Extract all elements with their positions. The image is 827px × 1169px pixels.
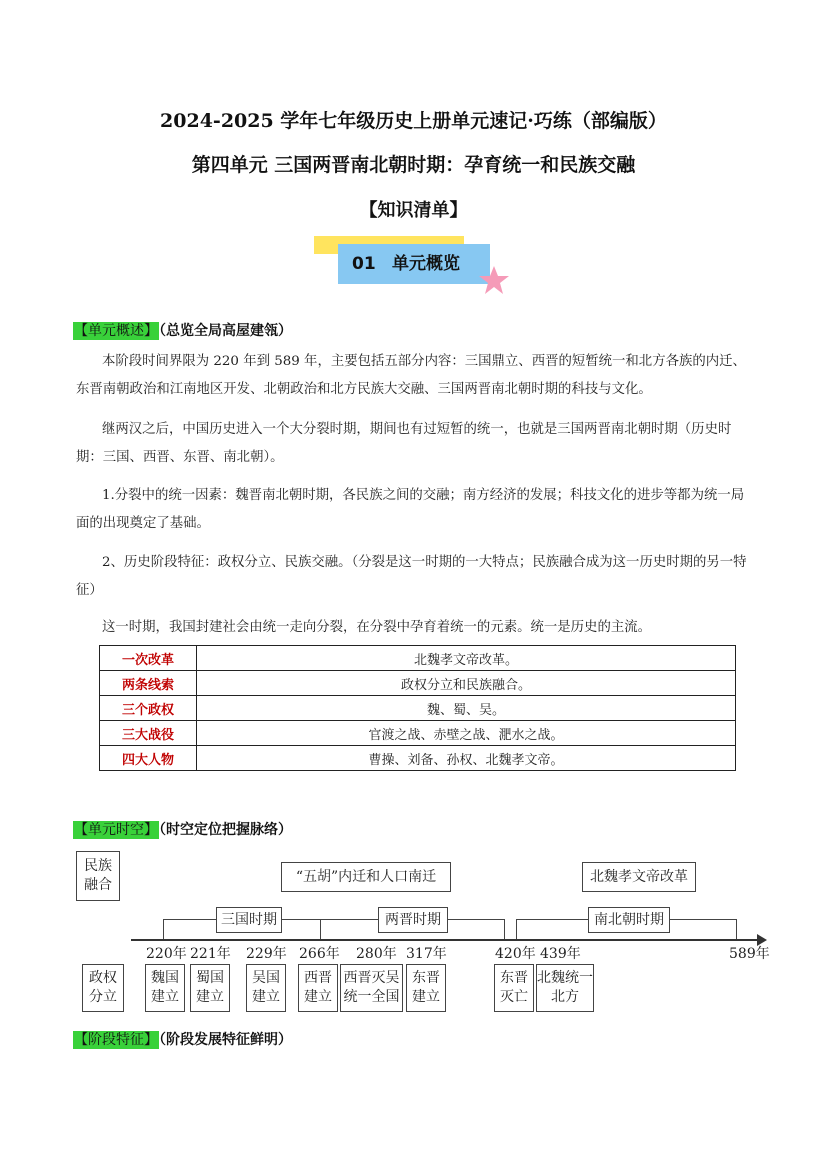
nanbei-bracket-left xyxy=(516,919,517,939)
timeline-axis xyxy=(131,939,759,941)
table-row xyxy=(100,671,736,696)
year-label: 439年 xyxy=(540,946,581,962)
sanguo-bracket-right xyxy=(320,919,321,939)
overview-p2-text: 继两汉之后，中国历史进入一个大分裂时期，期间也有过短暂的统一，也就是三国两晋南北朝时期（历史时期：三国、西晋、东晋、南北朝）。 xyxy=(76,422,732,465)
table-key: 四大人物 xyxy=(100,746,197,771)
overview-p4-text: 2、历史阶段特征：政权分立、民族交融。（分裂是这一时期的一大特点；民族融合成为这一历史时期的另一特征） xyxy=(76,555,747,598)
year-label: 420年 xyxy=(495,946,536,962)
overview-paragraph-1 xyxy=(76,348,756,404)
event-box: 西晋 建立 xyxy=(298,964,338,1012)
migration-box: “五胡”内迁和人口南迁 xyxy=(281,862,451,892)
knowledge-table xyxy=(99,645,736,771)
year-label: 229年 xyxy=(246,946,287,962)
event-box: 蜀国 建立 xyxy=(190,964,230,1012)
overview-paragraph-2 xyxy=(76,416,756,472)
table-value: 北魏孝文帝改革。 xyxy=(197,646,736,671)
overview-p5-text: 这一时期，我国封建社会由统一走向分裂，在分裂中孕育着统一的元素。统一是历史的主流。 xyxy=(102,620,652,635)
event-box: 北魏统一 北方 xyxy=(536,964,594,1012)
event-box: 东晋 建立 xyxy=(406,964,446,1012)
year-label: 266年 xyxy=(299,946,340,962)
event-box: 西晋灭吴 统一全国 xyxy=(340,964,403,1012)
overview-p3-text: 1.分裂中的统一因素：魏晋南北朝时期，各民族之间的交融；南方经济的发展；科技文化的进步等都为统一局面的出现奠定了基础。 xyxy=(76,488,745,531)
year-label: 589年 xyxy=(729,946,770,962)
unit-overview-banner xyxy=(338,244,490,284)
overview-tag: 【单元概述】 xyxy=(74,323,158,339)
star-icon xyxy=(478,264,510,296)
spacetime-section-header xyxy=(73,819,292,839)
year-label: 317年 xyxy=(406,946,447,962)
banner-label: 单元概览 xyxy=(392,254,460,274)
table-key: 一次改革 xyxy=(100,646,197,671)
event-box: 魏国 建立 xyxy=(145,964,185,1012)
table-value: 官渡之战、赤壁之战、淝水之战。 xyxy=(197,721,736,746)
table-value: 魏、蜀、吴。 xyxy=(197,696,736,721)
event-box: 东晋 灭亡 xyxy=(494,964,534,1012)
table-row xyxy=(100,746,736,771)
table-value: 曹操、刘备、孙权、北魏孝文帝。 xyxy=(197,746,736,771)
year-label: 220年 xyxy=(146,946,187,962)
reform-box: 北魏孝文帝改革 xyxy=(582,862,696,892)
doc-title: 2024-2025 学年七年级历史上册单元速记·巧练（部编版） xyxy=(160,110,667,132)
sanguo-bracket-left xyxy=(163,919,164,939)
year-label: 280年 xyxy=(356,946,397,962)
table-key: 三个政权 xyxy=(100,696,197,721)
stage-tag: 【阶段特征】 xyxy=(74,1032,158,1048)
table-row xyxy=(100,721,736,746)
banner-number: 01 xyxy=(352,254,376,274)
overview-p1-text: 本阶段时间界限为 220 年到 589 年，主要包括五部分内容：三国鼎立、西晋的短暂统一和北方各族的内迁、东晋南朝政治和江南地区开发、北朝政治和北方民族大交融、三国两晋南北朝时期的科技与文化。 xyxy=(76,354,746,397)
nanbei-bracket-right xyxy=(736,919,737,939)
overview-paragraph-4 xyxy=(76,549,756,605)
event-box: 吴国 建立 xyxy=(246,964,286,1012)
period-liangjin: 两晋时期 xyxy=(378,907,448,933)
overview-section-header xyxy=(73,320,292,340)
ethnic-fusion-box: 民族 融合 xyxy=(76,851,120,901)
doc-subtitle: 第四单元 三国两晋南北朝时期：孕育统一和民族交融 xyxy=(191,154,636,176)
overview-paragraph-5 xyxy=(76,614,756,642)
spacetime-note: （时空定位把握脉络） xyxy=(159,822,292,838)
overview-paragraph-3 xyxy=(76,482,756,538)
liangjin-bracket-right xyxy=(504,919,505,939)
table-value: 政权分立和民族融合。 xyxy=(197,671,736,696)
year-label: 221年 xyxy=(190,946,231,962)
table-row xyxy=(100,696,736,721)
spacetime-tag: 【单元时空】 xyxy=(74,822,158,838)
overview-note: （总览全局高屋建瓴） xyxy=(159,323,292,339)
table-key: 三大战役 xyxy=(100,721,197,746)
table-key: 两条线索 xyxy=(100,671,197,696)
section-heading: 【知识清单】 xyxy=(359,200,468,221)
period-nanbei: 南北朝时期 xyxy=(588,907,670,933)
regime-split-box: 政权 分立 xyxy=(82,964,124,1012)
stage-section-header xyxy=(73,1029,292,1049)
period-sanguo: 三国时期 xyxy=(216,907,282,933)
table-row xyxy=(100,646,736,671)
stage-note: （阶段发展特征鲜明） xyxy=(159,1032,292,1048)
